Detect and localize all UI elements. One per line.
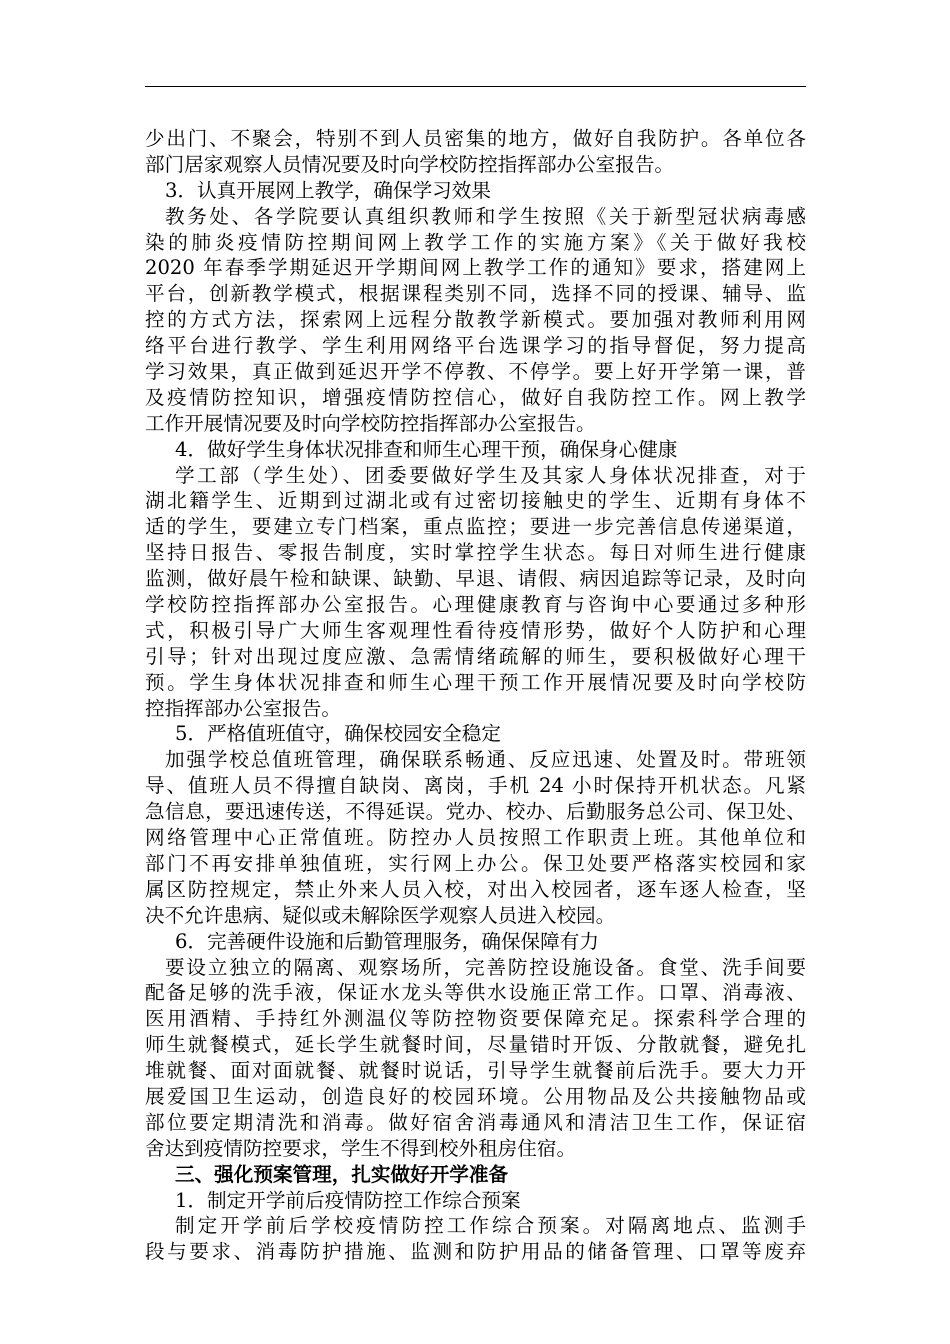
text-line: 2020 年春季学期延迟开学期间网上教学工作的通知》要求，搭建网上: [145, 256, 806, 280]
text-line: 医用酒精、手持红外测温仪等防控物资要保障充足。探索科学合理的: [145, 1007, 806, 1031]
text-line: 控指挥部办公室报告。: [145, 696, 341, 720]
text-line: 导、值班人员不得擅自缺岗、离岗，手机 24 小时保持开机状态。凡紧: [145, 774, 806, 798]
text-line: 少出门、不聚会，特别不到人员密集的地方，做好自我防护。各单位各: [145, 127, 806, 150]
text-line: 坚持日报告、零报告制度，实时掌控学生状态。每日对师生进行健康: [145, 541, 806, 565]
text-line: 式，积极引导广大师生客观理性看待疫情形势，做好个人防护和心理: [145, 618, 806, 642]
text-line: 学习效果，真正做到延迟开学不停教、不停学。要上好开学第一课，普: [145, 360, 806, 384]
text-line: 预。学生身体状况排查和师生心理干预工作开展情况要及时向学校防: [145, 670, 806, 694]
text-line: 师生就餐模式，延长学生就餐时间，尽量错时开饭、分散就餐，避免扎: [145, 1033, 806, 1057]
text-line: 段与要求、消毒防护措施、监测和防护用品的储备管理、口罩等废弃: [145, 1240, 806, 1264]
text-line: 要设立独立的隔离、观察场所，完善防控设施设备。食堂、洗手间要: [165, 955, 806, 979]
text-line: 急信息，要迅速传送，不得延误。党办、校办、后勤服务总公司、保卫处、: [145, 800, 806, 824]
text-line: 配备足够的洗手液，保证水龙头等供水设施正常工作。口罩、消毒液、: [145, 981, 806, 1005]
text-line: 络平台进行教学、学生利用网络平台选课学习的指导督促，努力提高: [145, 334, 806, 358]
text-line: 属区防控规定，禁止外来人员入校，对出入校园者，逐车逐人检查，坚: [145, 877, 806, 901]
text-line: 4．做好学生身体状况排查和师生心理干预，确保身心健康: [175, 437, 678, 461]
text-line: 适的学生，要建立专门档案，重点监控；要进一步完善信息传递渠道，: [145, 515, 806, 539]
text-line: 堆就餐、面对面就餐、就餐时说话，引导学生就餐前后洗手。要大力开: [145, 1059, 806, 1083]
text-line: 及疫情防控知识，增强疫情防控信心，做好自我防控工作。网上教学: [145, 385, 806, 409]
text-line: 1．制定开学前后疫情防控工作综合预案: [175, 1188, 521, 1212]
text-line: 3．认真开展网上教学，确保学习效果: [165, 178, 491, 202]
text-line: 引导；针对出现过度应激、急需情绪疏解的师生，要积极做好心理干: [145, 644, 806, 668]
document-body: [145, 126, 806, 1265]
text-line: 制定开学前后学校疫情防控工作综合预案。对隔离地点、监测手: [175, 1214, 806, 1238]
text-line: 染的肺炎疫情防控期间网上教学工作的实施方案》《关于做好我校: [145, 230, 806, 254]
text-line: 教务处、各学院要认真组织教师和学生按照《关于新型冠状病毒感: [165, 204, 806, 228]
text-line: 加强学校总值班管理，确保联系畅通、反应迅速、处置及时。带班领: [165, 748, 806, 772]
header-rule: [145, 86, 806, 87]
text-line: 6．完善硬件设施和后勤管理服务，确保保障有力: [175, 929, 599, 953]
text-line: 监测，做好晨午检和缺课、缺勤、早退、请假、病因追踪等记录，及时向: [145, 567, 806, 591]
text-line: 部门不再安排单独值班，实行网上办公。保卫处要严格落实校园和家: [145, 851, 806, 875]
text-line: 舍达到疫情防控要求，学生不得到校外租房住宿。: [145, 1136, 577, 1160]
text-line: 部门居家观察人员情况要及时向学校防控指挥部办公室报告。: [145, 152, 675, 176]
text-line: 平台，创新教学模式，根据课程类别不同，选择不同的授课、辅导、监: [145, 282, 806, 306]
text-line: 学工部（学生处）、团委要做好学生及其家人身体状况排查，对于: [175, 463, 806, 487]
text-line: 决不允许患病、疑似或未解除医学观察人员进入校园。: [145, 903, 616, 927]
text-line: 部位要定期清洗和消毒。做好宿舍消毒通风和清洁卫生工作，保证宿: [145, 1110, 806, 1134]
text-line: 5．严格值班值守，确保校园安全稳定: [175, 722, 501, 746]
section-heading: 三、强化预案管理，扎实做好开学准备: [175, 1162, 509, 1186]
text-line: 学校防控指挥部办公室报告。心理健康教育与咨询中心要通过多种形: [145, 593, 806, 617]
text-line: 展爱国卫生运动，创造良好的校园环境。公用物品及公共接触物品或: [145, 1084, 806, 1108]
text-line: 网络管理中心正常值班。防控办人员按照工作职责上班。其他单位和: [145, 826, 806, 850]
text-line: 控的方式方法，探索网上远程分散教学新模式。要加强对教师利用网: [145, 308, 806, 332]
text-line: 工作开展情况要及时向学校防控指挥部办公室报告。: [145, 411, 596, 435]
text-line: 湖北籍学生、近期到过湖北或有过密切接触史的学生、近期有身体不: [145, 489, 806, 513]
